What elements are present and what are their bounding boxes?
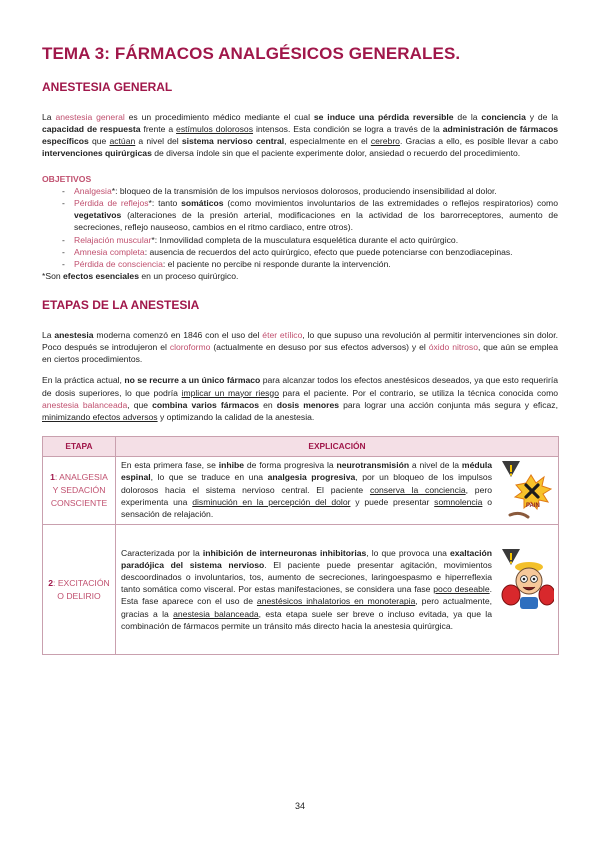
history-paragraph: La anestesia moderna comenzó en 1846 con el uso del éter etílico, lo que supuso una revolución al permitir intervenciones sin dolor. Poco después se introdujeron el cloroformo (actualmente en desuso por sus efectos adversos) y el óxido nitroso, que aún se emplea en ciertos procedimientos. (42, 329, 558, 365)
list-item: - Pérdida de consciencia: el paciente no percibe ni responde durante la intervención. (62, 258, 558, 270)
document-page (42, 44, 558, 655)
page-title: TEMA 3: FÁRMACOS ANALGÉSICOS GENERALES. (42, 44, 461, 63)
intro-paragraph: La anestesia general es un procedimiento médico mediante el cual se induce una pérdida reversible de la conciencia y de la capacidad de respuesta frente a estímulos dolorosos intensos. Esta condición se logra a través de la administración de fármacos específicos que actúan a nivel del sistema nervioso central, especialmente en el cerebro. Gracias a ello, es posible llevar a cabo intervenciones quirúrgicas de diversa índole sin que el paciente experimente dolor, ansiedad o recuerdo del procedimiento. (42, 111, 559, 159)
objectives-list (62, 185, 558, 270)
stage-cell: 2: EXCITACIÓN O DELIRIO (43, 525, 116, 655)
objectives-title: OBJETIVOS (42, 173, 92, 184)
description-cell (116, 525, 559, 655)
table-row (43, 525, 559, 655)
pain-caption: PAIN (526, 503, 540, 510)
table-row (43, 457, 559, 525)
stages-table (42, 436, 559, 655)
list-item: - Pérdida de reflejos*: tanto somáticos (como movimientos involuntarios de las extremidades o reflejos respiratorios) como vegetativos (alteraciones de la presión arterial, modificaciones en la actividad de los barorreceptores, aumento de secreciones, reflejo nauseoso, cambios en el ritmo cardiaco, entre otros). (62, 197, 558, 234)
stage-2-description: Caracterizada por la inhibición de interneuronas inhibitorias, lo que provoca una exaltación paradójica del sistema nervioso. El paciente puede presentar agitación, movimientos descoordinados o involuntarios, tos, aumento de secreciones, laringoespasmo e hiperreflexia tanto somática como visceral. Por estas manifestaciones, se considera una fase poco deseable. Esta fase aparece con el uso de anestésicos inhalatorios en monoterapia, pero actualmente, gracias a la anestesia balanceada, esta etapa suele ser breve o incluso evitada, ya que la combinación de fármacos permite un tránsito más directo hacia la anestesia quirúrgica. (121, 547, 493, 631)
section-heading-anestesia-general: ANESTESIA GENERAL (42, 80, 173, 95)
pain-warning-cartoon-icon (498, 459, 554, 521)
boxer-warning-cartoon-icon (498, 547, 554, 613)
table-header-explicacion: EXPLICACIÓN (116, 437, 559, 457)
table-header-etapa: ETAPA (43, 437, 116, 457)
list-item: - Analgesia*: bloqueo de la transmisión de los impulsos nerviosos dolorosos, produciendo insensibilidad al dolor. (62, 185, 558, 197)
list-item: - Relajación muscular*: Inmovilidad completa de la musculatura esquelética durante el acto quirúrgico. (62, 234, 558, 246)
section-heading-etapas: ETAPAS DE LA ANESTESIA (42, 298, 200, 313)
stage-1-description: En esta primera fase, se inhibe de forma progresiva la neurotransmisión a nivel de la médula espinal, lo que se traduce en una analgesia progresiva, por un bloqueo de los impulsos dolorosos hacia el sistema nervioso central. El paciente conserva la conciencia, pero experimenta una disminución en la percepción del dolor y puede presentar somnolencia o sensación de relajación. (121, 460, 493, 520)
description-cell (116, 457, 559, 525)
table-header-row (43, 437, 559, 457)
balanced-anesthesia-paragraph: En la práctica actual, no se recurre a un único fármaco para alcanzar todos los efectos anestésicos deseados, ya que esto requeriría de dosis superiores, lo que podría implicar un mayor riesgo para el paciente. Por el contrario, se utiliza la técnica conocida como anestesia balanceada, que combina varios fármacos en dosis menores para lograr una acción conjunta más segura y eficaz, minimizando efectos adversos y optimizando la calidad de la anestesia. (42, 375, 559, 423)
page-number: 34 (294, 801, 305, 811)
list-item: - Amnesia completa: ausencia de recuerdos del acto quirúrgico, efecto que puede potenciarse con benzodiacepinas. (62, 246, 558, 258)
stage-cell: 1: ANALGESIA Y SEDACIÓN CONSCIENTE (43, 457, 116, 525)
footnote: *Son efectos esenciales en un proceso quirúrgico. (42, 271, 239, 282)
